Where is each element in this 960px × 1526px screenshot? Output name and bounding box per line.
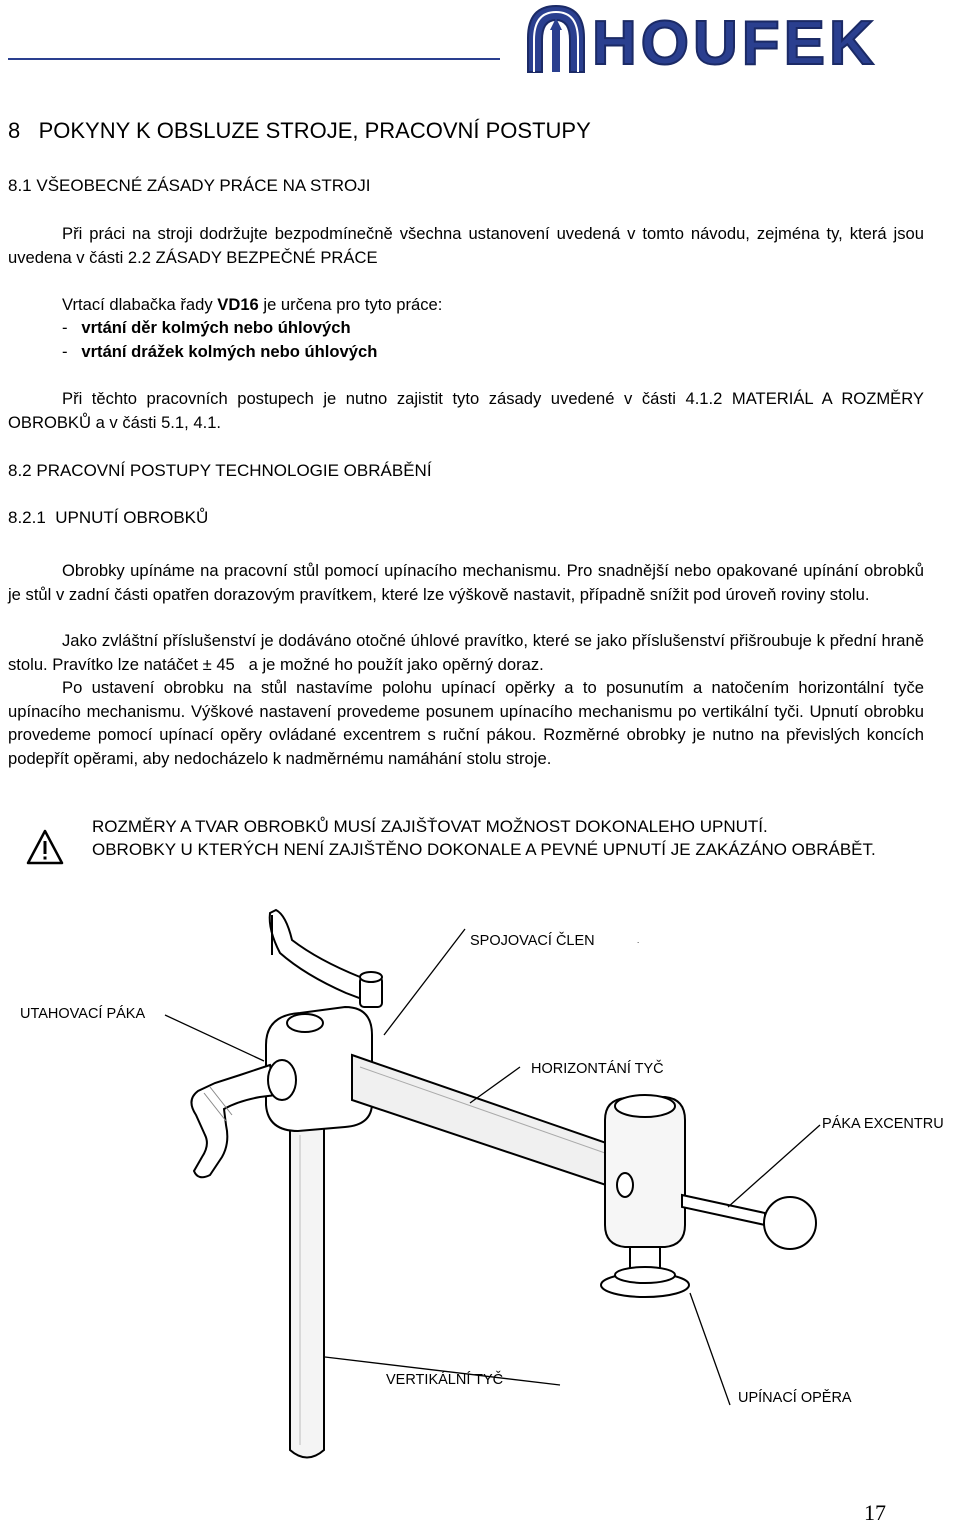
list-item-text: vrtání drážek kolmých nebo úhlových [81,342,378,361]
label-horizontalni-tyc: HORIZONTÁNÍ TYČ [531,1061,664,1077]
warning-line: OBROBKY U KTERÝCH NENÍ ZAJIŠTĚNO DOKONALE A PEVNÉ UPNUTÍ JE ZAKÁZÁNO OBRÁBĚT. [92,840,876,859]
warning-icon [26,828,64,866]
list-item-text: vrtání děr kolmých nebo úhlových [81,318,351,337]
svg-text:.: . [637,936,640,945]
list-item: - vrtání děr kolmých nebo úhlových [62,318,351,337]
list-item: - vrtání drážek kolmých nebo úhlových [62,342,378,361]
section-8-1-paragraph: Při práci na stroji dodržujte bezpodmínečně všechna ustanovení uvedená v tomto návodu, zejména ty, která jsou uvedena v části 2.2 ZÁSADY BEZPEČNÉ PRÁCE [8,224,924,267]
machine-purpose-intro [62,293,442,317]
logo-wordmark: HOUFEK [592,9,878,78]
label-upinaci-opera: UPÍNACÍ OPĚRA [738,1390,852,1406]
page-number: 17 [864,1500,886,1525]
model-name: VD16 [217,295,259,314]
section-8-2-title: 8.2 PRACOVNÍ POSTUPY TECHNOLOGIE OBRÁBĚNÍ [8,461,432,480]
section-8-2-1-title: 8.2.1 UPNUTÍ OBROBKŮ [8,508,209,527]
clamping-mechanism-figure [0,895,960,1480]
label-utahovaci-paka: UTAHOVACÍ PÁKA [20,1006,146,1022]
label-vertikalni-tyc: VERTIKÁLNÍ TYČ [386,1372,504,1388]
houfek-logo [500,0,960,80]
intro-text-end: je určena pro tyto práce: [258,295,443,314]
clamping-paragraph-2: Jako zvláštní příslušenství je dodáváno otočné úhlové pravítko, které se jako příslušenství přišroubuje k přední hraně stolu. Pravítko lze natáčet ± 45 a je možné ho použít jako opěrný doraz. [8,631,929,674]
warning-text [92,815,932,861]
houfek-logo-graphic [500,0,960,80]
section-8-1-paragraph-2: Při těchto pracovních postupech je nutno zajistit tyto zásady uvedené v části 4.1.2 MATERIÁL A ROZMĚRY OBROBKŮ a v části 5.1, 4.1. [8,389,924,432]
header-rule [8,58,500,60]
chapter-heading: 8 POKYNY K OBSLUZE STROJE, PRACOVNÍ POSTUPY [8,118,591,143]
clamping-paragraph-3: Po ustavení obrobku na stůl nastavíme polohu upínací opěrky a to posunutím a natočením horizontální tyče upínacího mechanismu. Výškové nastavení provedeme posunem upínacího mechanismu po vertikální tyči. Upnutí obrobku provedeme pomocí upínací opěry ovládané excentrem s ruční pákou. Rozměrné obrobky je nutno na převislých koncích podepřít opěrami, aby nedocházelo k nadměrnému namáhání stolu stroje. [8,678,924,768]
label-paka-excentru: PÁKA EXCENTRU [822,1116,944,1132]
label-spojovaci-clen: SPOJOVACÍ ČLEN [470,933,595,949]
intro-text: Vrtací dlabačka řady [62,295,218,314]
warning-line: ROZMĚRY A TVAR OBROBKŮ MUSÍ ZAJIŠŤOVAT MOŽNOST DOKONALEHO UPNUTÍ. [92,817,768,836]
clamping-paragraph-1: Obrobky upínáme na pracovní stůl pomocí upínacího mechanismu. Pro snadnější nebo opakované upínání obrobků je stůl v zadní části opatřen dorazovým pravítkem, které lze výškově nastavit, případně snížit pod úroveň roviny stolu. [8,561,924,604]
section-8-1-title: 8.1 VŠEOBECNÉ ZÁSADY PRÁCE NA STROJI [8,176,371,195]
